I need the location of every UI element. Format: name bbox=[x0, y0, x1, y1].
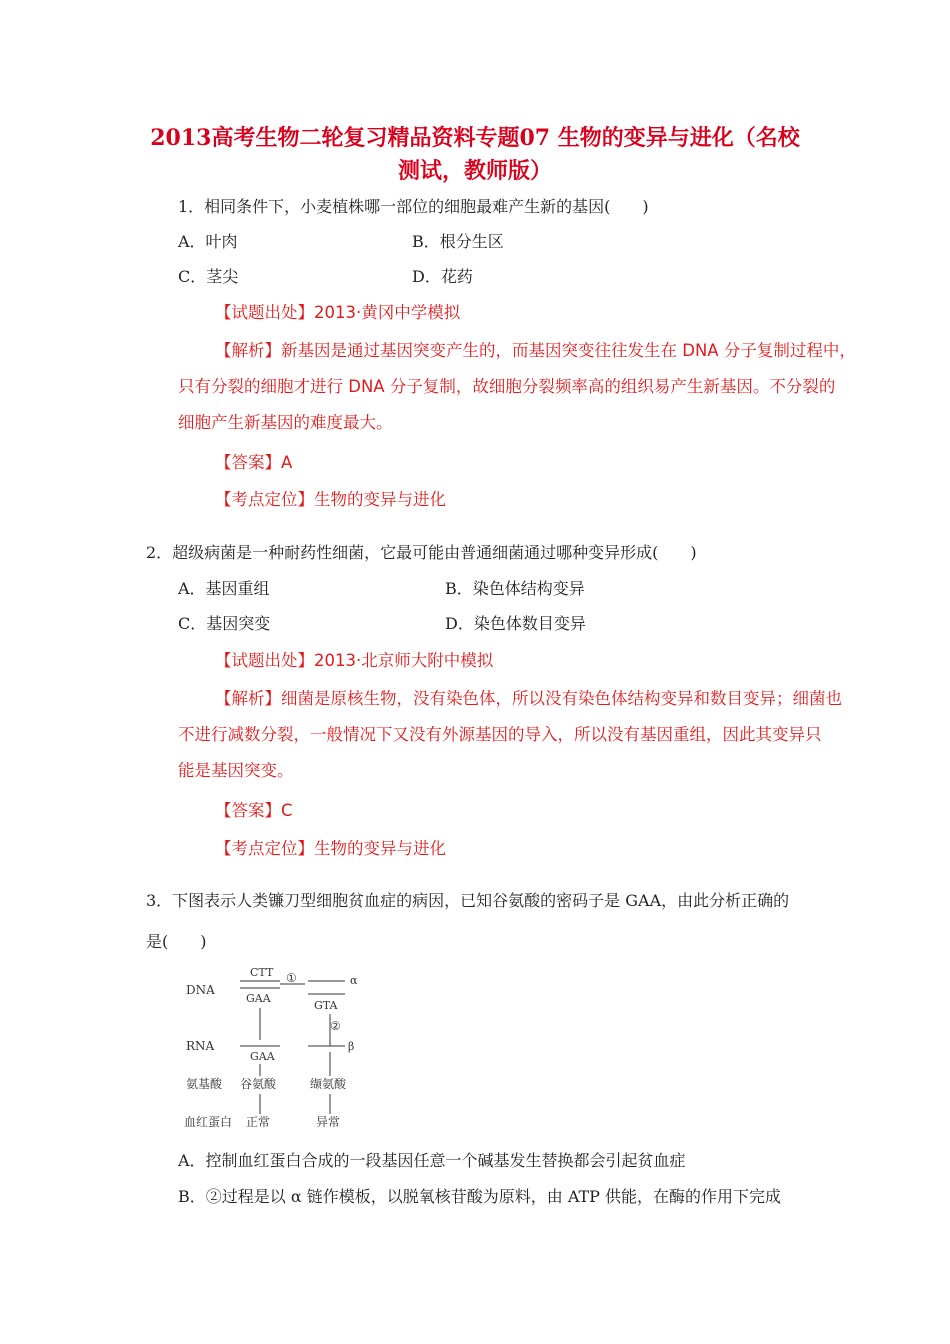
amino-acid-glu: 谷氨酸 bbox=[240, 1077, 277, 1091]
question-3-option-a: A．控制血红蛋白合成的一段基因任意一个碱基发生替换都会引起贫血症 bbox=[178, 1151, 686, 1170]
outcome-normal: 正常 bbox=[246, 1115, 271, 1129]
sickle-cell-diagram bbox=[180, 960, 380, 1140]
question-2-analysis-line2: 不进行减数分裂，一般情况下又没有外源基因的导入，所以没有基因重组，因此其变异只 bbox=[178, 725, 822, 744]
question-2-stem: 2．超级病菌是一种耐药性细菌，它最可能由普通细菌通过哪种变异形成( ) bbox=[146, 543, 697, 562]
codon-gta: GTA bbox=[314, 999, 338, 1012]
amino-acid-val: 缬氨酸 bbox=[310, 1077, 347, 1091]
document-title-line2: 测试，教师版） bbox=[397, 158, 552, 184]
question-2-source: 【试题出处】2013·北京师大附中模拟 bbox=[215, 651, 494, 670]
question-1-analysis-line3: 细胞产生新基因的难度最大。 bbox=[178, 413, 393, 432]
codon-ctt: CTT bbox=[250, 966, 274, 979]
outcome-abnormal: 异常 bbox=[316, 1115, 341, 1129]
question-2-option-b: B．染色体结构变异 bbox=[445, 579, 585, 598]
step1-label: ① bbox=[286, 971, 297, 985]
question-1-source: 【试题出处】2013·黄冈中学模拟 bbox=[215, 303, 461, 322]
question-1-option-a: A．叶肉 bbox=[178, 232, 238, 251]
question-1-stem: 1．相同条件下，小麦植株哪一部位的细胞最难产生新的基因( ) bbox=[178, 197, 649, 216]
alpha-label: α bbox=[350, 974, 358, 987]
question-1-analysis-line2: 只有分裂的细胞才进行 DNA 分子复制，故细胞分裂频率高的组织易产生新基因。不分裂的 bbox=[178, 377, 836, 396]
question-1-answer: 【答案】A bbox=[215, 453, 293, 472]
document-title-line1: 2013高考生物二轮复习精品资料专题07 生物的变异与进化（名校 bbox=[150, 125, 800, 151]
label-hemoglobin: 血红蛋白 bbox=[184, 1115, 233, 1129]
label-dna: DNA bbox=[186, 983, 215, 997]
codon-gaa-rna: GAA bbox=[250, 1050, 275, 1063]
question-1-option-c: C．茎尖 bbox=[178, 267, 239, 286]
label-amino-acid: 氨基酸 bbox=[186, 1077, 223, 1091]
step2-label: ② bbox=[330, 1019, 341, 1033]
question-2-option-d: D．染色体数目变异 bbox=[445, 614, 586, 633]
codon-gaa-dna: GAA bbox=[246, 992, 271, 1005]
question-2-analysis-line3: 能是基因突变。 bbox=[178, 761, 294, 780]
question-1-topic: 【考点定位】生物的变异与进化 bbox=[215, 490, 446, 509]
question-1-option-b: B．根分生区 bbox=[412, 232, 504, 251]
label-rna: RNA bbox=[186, 1039, 215, 1053]
question-2-option-a: A．基因重组 bbox=[178, 579, 270, 598]
question-3-stem-line1: 3．下图表示人类镰刀型细胞贫血症的病因，已知谷氨酸的密码子是 GAA，由此分析正确的 bbox=[146, 891, 790, 910]
question-3-stem-line2: 是( ) bbox=[146, 932, 207, 951]
beta-label: β bbox=[348, 1040, 355, 1053]
question-2-answer: 【答案】C bbox=[215, 801, 293, 820]
question-1-option-d: D．花药 bbox=[412, 267, 473, 286]
question-1-analysis-line1: 【解析】新基因是通过基因突变产生的，而基因突变往往发生在 DNA 分子复制过程中， bbox=[215, 341, 856, 360]
question-3-option-b: B．②过程是以 α 链作模板，以脱氧核苷酸为原料，由 ATP 供能，在酶的作用下完成 bbox=[178, 1187, 782, 1206]
question-2-option-c: C．基因突变 bbox=[178, 614, 271, 633]
question-2-topic: 【考点定位】生物的变异与进化 bbox=[215, 839, 446, 858]
question-2-analysis-line1: 【解析】细菌是原核生物，没有染色体，所以没有染色体结构变异和数目变异；细菌也 bbox=[215, 689, 842, 708]
